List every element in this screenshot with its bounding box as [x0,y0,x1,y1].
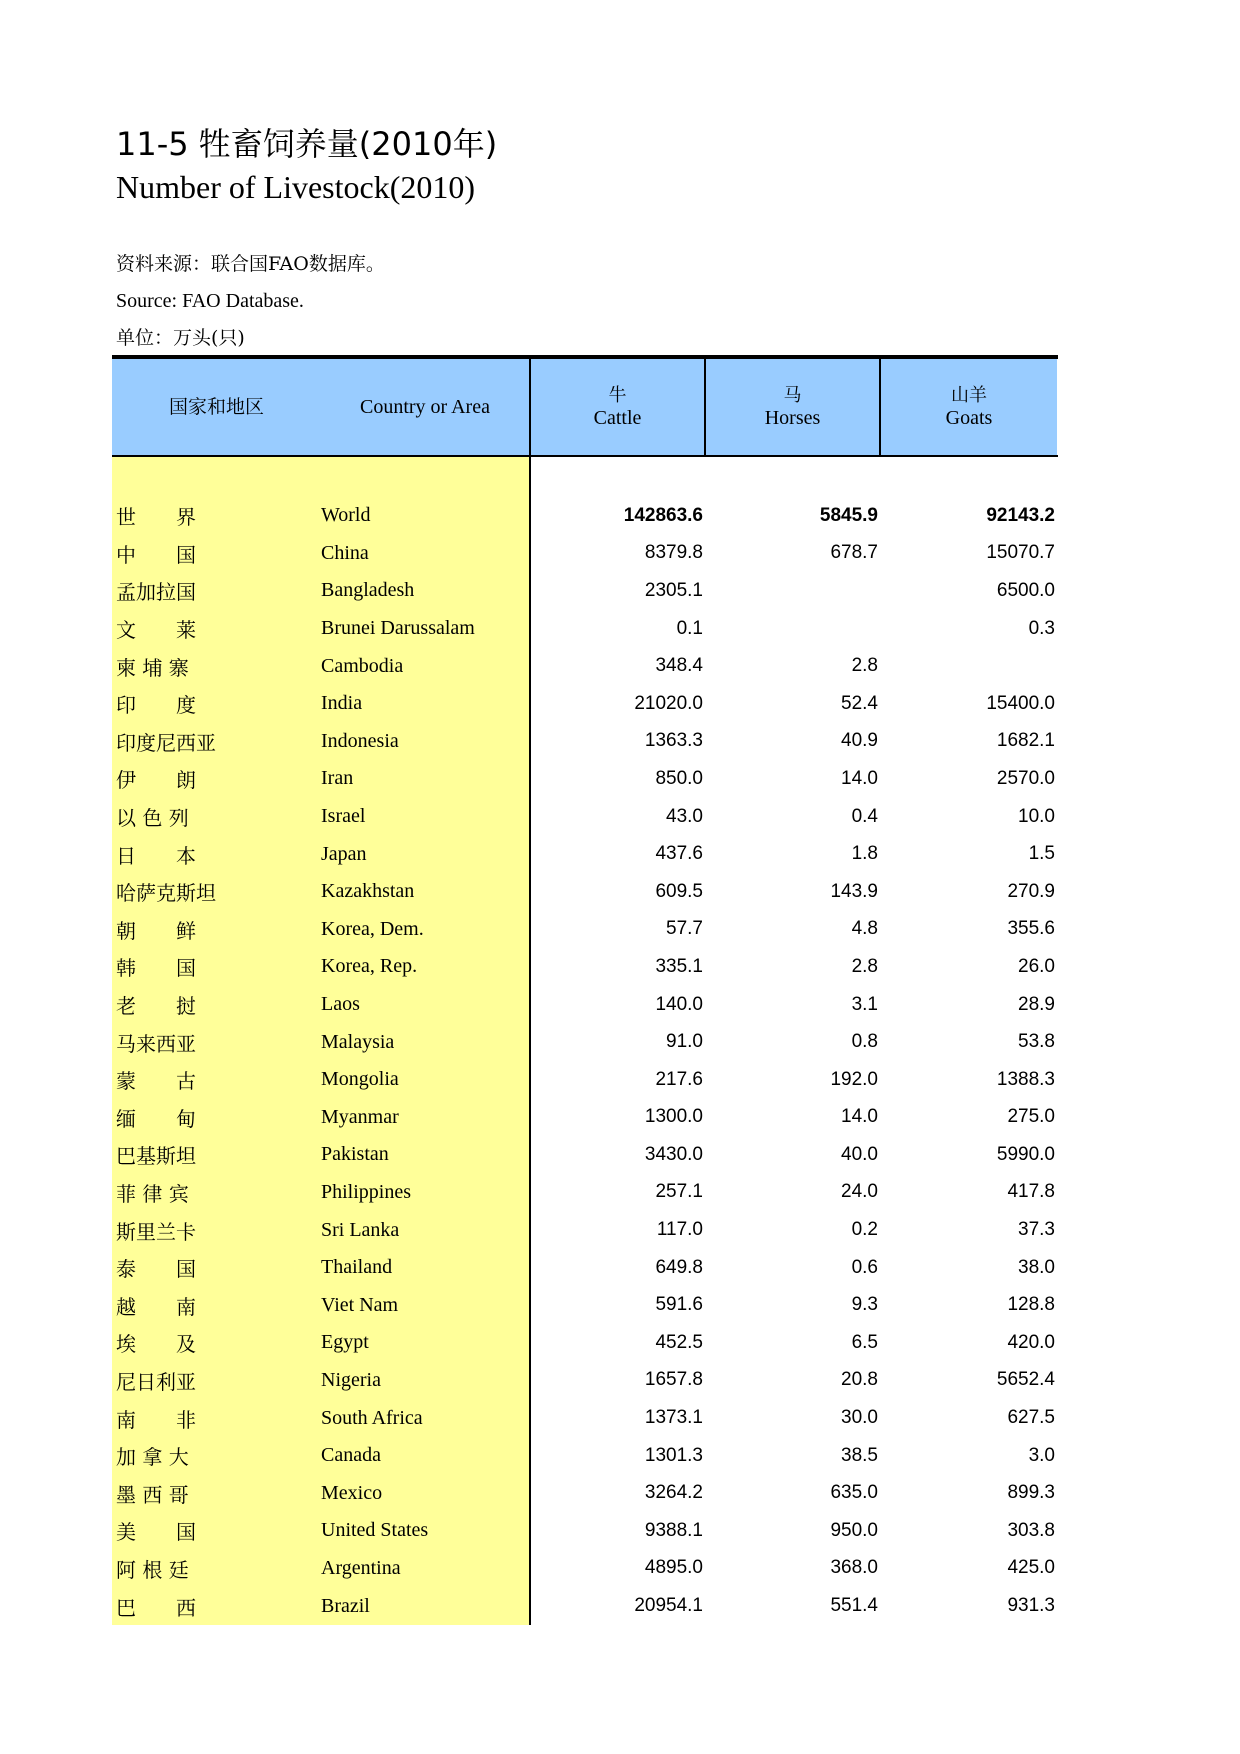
table-row-values [531,1474,1058,1512]
country-name-zh: 以 色 列 [116,806,189,831]
header-cattle [531,359,706,455]
table-row-name [112,610,529,648]
country-name-en: Viet Nam [321,1293,399,1316]
goats-value: 899.3 [1007,1482,1055,1504]
country-name-en: Canada [321,1444,381,1467]
table-row-values [531,948,1058,986]
table-row-values [531,986,1058,1024]
table-row-name [112,1362,529,1400]
page-title-en: Number of Livestock(2010) [116,169,476,205]
goats-value: 425.0 [1007,1557,1055,1579]
table-row-name [112,1474,529,1512]
cattle-value: 4895.0 [644,1557,703,1579]
goats-value: 1.5 [1028,843,1055,865]
country-name-zh: 巴 西 [116,1595,196,1620]
horses-value: 4.8 [851,918,878,940]
table-row-name [112,535,529,573]
header-cattle-en: Cattle [593,407,642,429]
header-horses [706,359,881,455]
country-name-en: Laos [321,993,360,1016]
goats-value: 53.8 [1018,1031,1055,1053]
table-row-values [531,835,1058,873]
horses-value: 2.8 [851,955,878,977]
cattle-value: 609.5 [655,880,703,902]
cattle-value: 21020.0 [634,692,703,714]
table-row-values [531,572,1058,610]
goats-value: 26.0 [1018,955,1055,977]
horses-value: 24.0 [841,1181,878,1203]
table-row-name [112,497,529,535]
country-name-en: Brazil [321,1594,370,1617]
cattle-value: 3430.0 [644,1143,703,1165]
cattle-value: 1657.8 [644,1369,703,1391]
header-country-zh-label: 国家和地区 [168,395,264,418]
page-title-zh: 11-5 牲畜饲养量(2010年) [116,125,498,163]
horses-value: 0.6 [851,1256,878,1278]
country-name-en: Korea, Dem. [321,917,424,940]
table-row-name [112,1437,529,1475]
country-name-en: Kazakhstan [321,880,415,903]
horses-value: 0.8 [851,1031,878,1053]
table-row-name [112,873,529,911]
horses-value: 551.4 [830,1595,878,1617]
cattle-value: 452.5 [655,1331,703,1353]
cattle-value: 0.1 [676,617,703,639]
country-name-zh: 朝 鲜 [116,918,196,943]
country-name-zh: 加 拿 大 [116,1445,189,1470]
goats-value: 92143.2 [986,504,1055,526]
horses-value: 52.4 [841,692,878,714]
goats-value: 128.8 [1007,1294,1055,1316]
country-name-zh: 菲 律 宾 [116,1181,189,1206]
country-name-zh: 尼日利亚 [116,1369,196,1394]
goats-value: 275.0 [1007,1106,1055,1128]
country-name-en: Nigeria [321,1368,381,1391]
source-note-zh: 资料来源：联合国FAO数据库。 [116,253,385,275]
goats-value: 3.0 [1028,1444,1055,1466]
table-row-values [531,497,1058,535]
unit-note: 单位：万头(只) [116,327,245,349]
cattle-value: 20954.1 [634,1595,703,1617]
table-row-name [112,986,529,1024]
horses-value: 20.8 [841,1369,878,1391]
livestock-table [112,355,1058,1625]
header-goats-zh: 山羊 [951,385,987,406]
horses-value: 5845.9 [819,504,878,526]
table-row-name [112,835,529,873]
country-name-en: Bangladesh [321,579,415,602]
header-country-zh [112,359,321,455]
header-goats [881,359,1057,455]
country-name-zh: 泰 国 [116,1257,196,1282]
country-name-zh: 越 南 [116,1294,196,1319]
table-row-name [112,1136,529,1174]
goats-value: 5990.0 [996,1143,1055,1165]
table-row-name [112,647,529,685]
goats-value: 15400.0 [986,692,1055,714]
table-row-values [531,1023,1058,1061]
country-name-zh: 美 国 [116,1520,196,1545]
country-name-zh: 南 非 [116,1407,196,1432]
table-row-values [531,1286,1058,1324]
horses-value: 1.8 [851,843,878,865]
country-name-en: Myanmar [321,1105,399,1128]
table-row-values [531,760,1058,798]
country-name-en: World [321,504,371,527]
table-row-name [112,760,529,798]
horses-value: 0.2 [851,1219,878,1241]
goats-value: 627.5 [1007,1407,1055,1429]
cattle-value: 140.0 [655,993,703,1015]
horses-value: 40.9 [841,730,878,752]
table-row-values [531,723,1058,761]
country-name-en: United States [321,1519,429,1542]
country-name-en: Sri Lanka [321,1218,400,1241]
table-row-values [531,1136,1058,1174]
country-name-column [112,457,531,1625]
table-row-values [531,1061,1058,1099]
horses-value: 38.5 [841,1444,878,1466]
goats-value: 355.6 [1007,918,1055,940]
horses-value: 950.0 [830,1519,878,1541]
cattle-value: 257.1 [655,1181,703,1203]
table-row-values [531,1362,1058,1400]
table-row-name [112,1587,529,1625]
country-name-en: Mexico [321,1481,383,1504]
cattle-value: 850.0 [655,767,703,789]
cattle-value: 117.0 [656,1219,703,1241]
horses-value: 368.0 [830,1557,878,1579]
country-name-zh: 韩 国 [116,956,196,981]
table-row-values [531,1211,1058,1249]
goats-value: 6500.0 [996,579,1055,601]
country-name-zh: 斯里兰卡 [116,1219,196,1244]
country-name-en: Egypt [321,1331,369,1354]
country-name-zh: 巴基斯坦 [116,1144,196,1169]
header-horses-en: Horses [764,407,821,429]
goats-value: 37.3 [1018,1219,1055,1241]
country-name-zh: 印 度 [116,693,196,718]
country-name-en: Brunei Darussalam [321,617,475,640]
table-row-name [112,1099,529,1137]
header-country-en [321,359,531,455]
country-name-zh: 蒙 古 [116,1069,196,1094]
goats-value: 2570.0 [996,767,1055,789]
table-row-values [531,1399,1058,1437]
goats-value: 417.8 [1007,1181,1055,1203]
goats-value: 38.0 [1018,1256,1055,1278]
cattle-value: 348.4 [655,655,703,677]
cattle-value: 1373.1 [644,1407,703,1429]
cattle-value: 91.0 [666,1031,703,1053]
horses-value: 2.8 [851,655,878,677]
table-row-values [531,1324,1058,1362]
table-header [112,359,1058,457]
country-name-zh: 伊 朗 [116,768,196,793]
horses-value: 9.3 [851,1294,878,1316]
table-row-values [531,1099,1058,1137]
table-row-values [531,873,1058,911]
country-name-zh: 柬 埔 寨 [116,655,189,680]
country-name-en: Israel [321,805,366,828]
cattle-value: 591.6 [655,1294,703,1316]
country-name-zh: 阿 根 廷 [116,1557,189,1582]
country-name-en: India [321,692,363,715]
goats-value: 420.0 [1007,1331,1055,1353]
country-name-en: Korea, Rep. [321,955,418,978]
horses-value: 0.4 [851,805,878,827]
table-row-values [531,647,1058,685]
table-row-values [531,1437,1058,1475]
header-country-en-label: Country or Area [360,395,490,418]
horses-value: 635.0 [830,1482,878,1504]
table-row-name [112,1550,529,1588]
table-row-name [112,1061,529,1099]
table-row-values [531,1550,1058,1588]
goats-value: 931.3 [1007,1595,1055,1617]
goats-value: 28.9 [1018,993,1055,1015]
country-name-zh: 日 本 [116,843,196,868]
horses-value: 30.0 [841,1407,878,1429]
table-row-name [112,948,529,986]
header-goats-en: Goats [945,407,993,429]
country-name-en: Argentina [321,1556,401,1579]
header-cattle-zh: 牛 [608,385,627,406]
table-row-name [112,1023,529,1061]
table-row-name [112,1324,529,1362]
country-name-zh: 印度尼西亚 [116,730,216,755]
horses-value: 14.0 [841,767,878,789]
cattle-value: 335.1 [655,955,703,977]
table-row-values [531,1174,1058,1212]
goats-value: 1682.1 [996,730,1055,752]
horses-value: 678.7 [830,542,878,564]
table-row-name [112,1286,529,1324]
cattle-value: 1300.0 [644,1106,703,1128]
table-row-values [531,911,1058,949]
country-name-zh: 老 挝 [116,994,196,1019]
table-row-name [112,723,529,761]
country-name-en: South Africa [321,1406,423,1429]
table-row-values [531,535,1058,573]
table-row-name [112,685,529,723]
horses-value: 6.5 [851,1331,878,1353]
cattle-value: 649.8 [655,1256,703,1278]
cattle-value: 1301.3 [644,1444,703,1466]
table-row-values [531,685,1058,723]
cattle-value: 8379.8 [644,542,703,564]
table-row-values [531,1512,1058,1550]
horses-value: 40.0 [841,1143,878,1165]
table-row-name [112,911,529,949]
table-row-values [531,798,1058,836]
cattle-value: 57.7 [666,918,703,940]
country-name-en: Indonesia [321,729,399,752]
cattle-value: 43.0 [666,805,703,827]
table-row-name [112,1211,529,1249]
source-note-en: Source: FAO Database. [116,290,304,312]
country-name-en: China [321,541,369,564]
table-row-name [112,1174,529,1212]
cattle-value: 437.6 [655,843,703,865]
goats-value: 15070.7 [986,542,1055,564]
table-row-name [112,1399,529,1437]
country-name-en: Cambodia [321,654,404,677]
cattle-value: 2305.1 [644,579,703,601]
country-name-en: Mongolia [321,1068,399,1091]
cattle-value: 9388.1 [644,1519,703,1541]
country-name-zh: 埃 及 [116,1332,196,1357]
table-body [112,457,1058,1625]
table-row-values [531,610,1058,648]
horses-value: 14.0 [841,1106,878,1128]
country-name-en: Thailand [321,1256,393,1279]
table-row-values [531,1587,1058,1625]
goats-value: 303.8 [1007,1519,1055,1541]
country-name-zh: 文 莱 [116,618,196,643]
horses-value: 192.0 [830,1068,878,1090]
country-name-en: Malaysia [321,1030,395,1053]
goats-value: 5652.4 [996,1369,1055,1391]
country-name-en: Iran [321,767,354,790]
cattle-value: 3264.2 [644,1482,703,1504]
table-row-values [531,1249,1058,1287]
horses-value: 3.1 [851,993,878,1015]
cattle-value: 142863.6 [623,504,703,526]
cattle-value: 1363.3 [644,730,703,752]
country-name-zh: 墨 西 哥 [116,1482,189,1507]
country-name-zh: 孟加拉国 [116,580,196,605]
country-name-en: Japan [321,842,367,865]
country-name-zh: 马来西亚 [116,1031,196,1056]
value-columns [531,457,1058,1625]
country-name-zh: 世 界 [116,505,196,530]
country-name-en: Philippines [321,1180,412,1203]
table-row-name [112,798,529,836]
country-name-zh: 中 国 [116,542,196,567]
table-row-name [112,1512,529,1550]
goats-value: 0.3 [1028,617,1055,639]
goats-value: 1388.3 [996,1068,1055,1090]
country-name-zh: 哈萨克斯坦 [116,881,216,906]
table-row-name [112,572,529,610]
country-name-en: Pakistan [321,1143,389,1166]
goats-value: 10.0 [1018,805,1055,827]
table-row-name [112,1249,529,1287]
goats-value: 270.9 [1007,880,1055,902]
cattle-value: 217.6 [655,1068,703,1090]
header-horses-zh: 马 [783,385,802,406]
horses-value: 143.9 [830,880,878,902]
country-name-zh: 缅 甸 [116,1106,196,1131]
